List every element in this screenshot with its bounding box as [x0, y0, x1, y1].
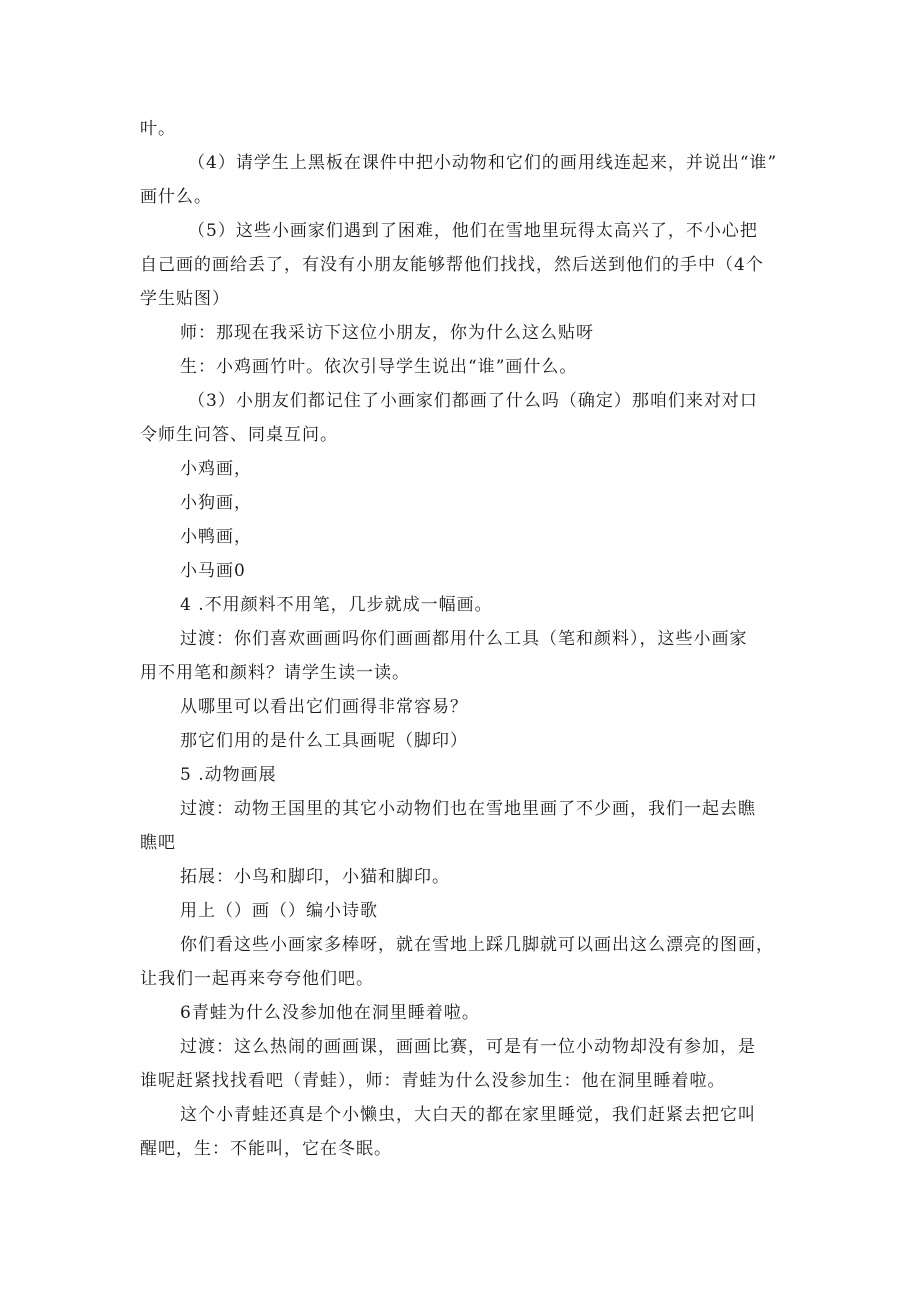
- text-line-student: 生：小鸡画竹叶。依次引导学生说出“谁”画什么。: [180, 357, 578, 377]
- text-line: 这个小青蛙还真是个小懒虫，大白天的都在家里睡觉，我们赶紧去把它叫: [180, 1105, 756, 1125]
- text-line-chant: 小鸡画，: [180, 459, 252, 479]
- text-line-step-4: （4）请学生上黑板在课件中把小动物和它们的画用线连起来，并说出“谁”: [188, 153, 778, 173]
- text-line-chant: 小鸭画，: [180, 527, 252, 547]
- text-line-continuation: 叶。: [140, 119, 176, 139]
- text-line-poem-task: 用上（）画（）编小诗歌: [180, 901, 378, 921]
- text-line: 画什么。: [140, 187, 212, 207]
- text-line-extension: 拓展：小鸟和脚印，小猫和脚印。: [180, 867, 450, 887]
- text-line-teacher: 师：那现在我采访下这位小朋友，你为什么这么贴呀: [180, 323, 594, 343]
- text-line-chant: 小狗画，: [180, 493, 252, 513]
- text-line: 瞧吧: [140, 833, 176, 853]
- text-line-step-5: （5）这些小画家们遇到了困难，他们在雪地里玩得太高兴了，不小心把: [188, 221, 758, 241]
- text-line-question: 从哪里可以看出它们画得非常容易？: [180, 697, 468, 717]
- text-line-transition: 过渡：动物王国里的其它小动物们也在雪地里画了不少画，我们一起去瞧: [180, 799, 756, 819]
- text-line: 用不用笔和颜料？请学生读一读。: [140, 663, 410, 683]
- text-line-transition: 过渡：这么热闹的画画课，画画比赛，可是有一位小动物却没有参加，是: [180, 1037, 756, 1057]
- section-heading-4: 4 .不用颜料不用笔，几步就成一幅画。: [180, 595, 493, 615]
- text-line: 让我们一起再来夸夸他们吧。: [140, 969, 374, 989]
- text-line-question: 那它们用的是什么工具画呢（脚印）: [180, 731, 468, 751]
- section-heading-6: 6青蛙为什么没参加他在洞里睡着啦。: [180, 1003, 480, 1023]
- text-line: 谁呢赶紧找找看吧（青蛙），师：青蛙为什么没参加生：他在洞里睡着啦。: [140, 1071, 726, 1091]
- text-line-step-3: （3）小朋友们都记住了小画家们都画了什么吗（确定）那咱们来对对口: [188, 391, 758, 411]
- text-line: 醒吧，生：不能叫，它在冬眠。: [140, 1139, 392, 1159]
- section-heading-5: 5 .动物画展: [180, 765, 277, 785]
- text-line-chant: 小马画0: [180, 561, 246, 581]
- text-line-transition: 过渡：你们喜欢画画吗你们画画都用什么工具（笔和颜料），这些小画家: [180, 629, 748, 649]
- text-line: 学生贴图）: [140, 289, 230, 309]
- text-line: 令师生问答、同桌互问。: [140, 425, 338, 445]
- text-line: 自己画的画给丢了，有没有小朋友能够帮他们找找，然后送到他们的手中（4个: [140, 255, 764, 275]
- text-line: 你们看这些小画家多棒呀，就在雪地上踩几脚就可以画出这么漂亮的图画，: [180, 935, 774, 955]
